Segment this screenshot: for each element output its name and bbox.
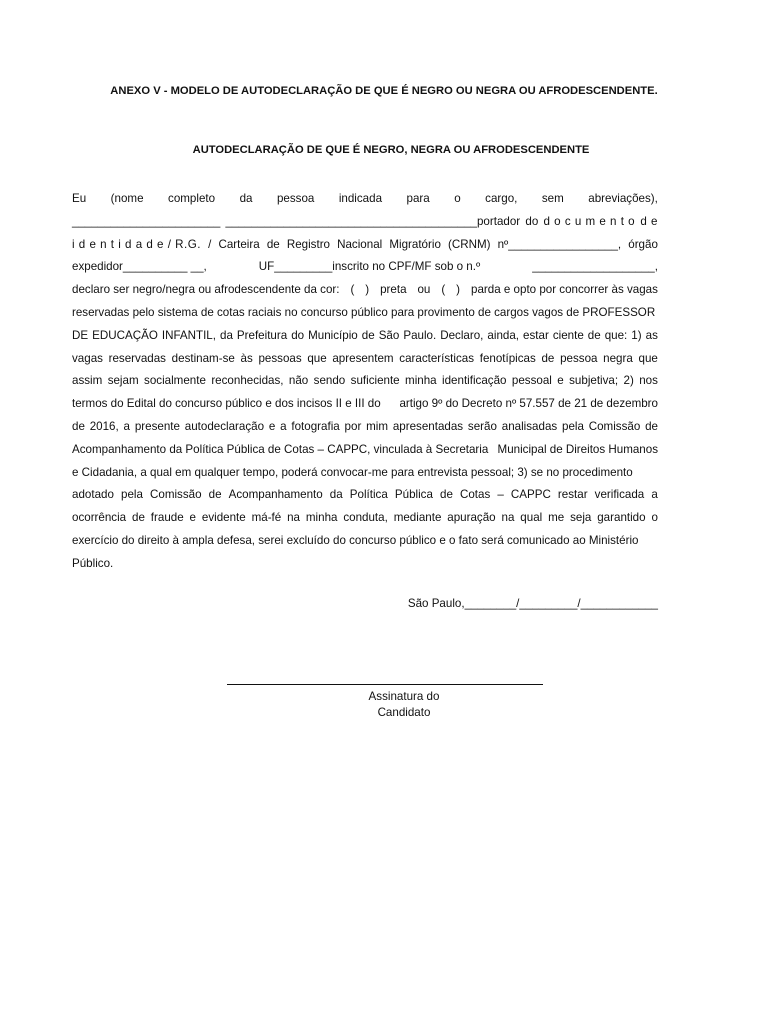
body-word: do <box>291 328 305 342</box>
body-word: Cotas <box>459 488 491 502</box>
body-word: socialmente <box>144 374 206 388</box>
body-word: não <box>288 374 309 388</box>
body-line <box>72 325 658 348</box>
body-word: pessoal <box>511 374 552 388</box>
body-word: ) <box>365 283 370 297</box>
body-word: Carteira <box>218 237 260 251</box>
body-word: indicada <box>338 192 383 205</box>
body-word: Paulo. <box>403 328 437 342</box>
body-word: me <box>548 511 565 525</box>
body-word: que <box>307 351 327 365</box>
body-word: da <box>329 488 343 502</box>
declaration-body <box>72 188 658 576</box>
body-word: minha <box>405 374 437 388</box>
body-word: ( <box>350 283 355 297</box>
body-word: parda e opto por concorrer às vagas <box>471 283 658 297</box>
body-word: / <box>208 237 212 251</box>
body-word: mim <box>366 419 389 433</box>
body-word: EDUCAÇÃO <box>92 328 158 342</box>
body-word: Nacional <box>337 237 383 251</box>
body-word: pela <box>562 419 584 433</box>
body-word: _______________________________________portador <box>225 214 521 228</box>
body-line <box>72 484 658 507</box>
body-word: restar <box>557 488 588 502</box>
body-line <box>72 256 658 279</box>
body-word: sem <box>541 192 564 205</box>
body-word: pessoa <box>276 192 315 205</box>
body-word: identificação <box>442 374 507 388</box>
signature-label-line-2: Candidato <box>377 706 431 719</box>
body-word: sendo <box>313 374 346 388</box>
body-word: 1) <box>631 328 642 342</box>
body-word: Migratório <box>389 237 441 251</box>
body-word: qual <box>520 511 543 525</box>
body-word: ) <box>456 283 461 297</box>
body-word: cargo, <box>485 192 518 205</box>
body-word: analisadas <box>501 419 558 433</box>
body-word: CAPPC <box>510 488 551 502</box>
body-word: ocorrência <box>72 511 127 525</box>
body-word: artigo 9º do Decreto nº 57.557 de 21 de dezembro <box>399 397 658 411</box>
body-word: Comissão <box>150 488 202 502</box>
body-word: d o c u m e n t o <box>543 214 636 228</box>
body-word: má-fé <box>251 511 282 525</box>
body-word: e <box>189 511 196 525</box>
body-line <box>72 393 658 416</box>
signature-label <box>304 689 504 721</box>
body-word: Acompanhamento da Política Pública de Cotas – CAPPC, vinculada à Secretaria <box>72 442 489 456</box>
annex-title: ANEXO V - MODELO DE AUTODECLARAÇÃO DE QUE É NEGRO OU NEGRA OU AFRODESCENDENTE. <box>110 85 658 97</box>
body-word: Política <box>349 488 388 502</box>
body-word: reconhecidas, <box>211 374 284 388</box>
body-word: da <box>239 192 253 205</box>
body-word: do <box>525 214 539 228</box>
body-word: UF_________inscrito no CPF/MF sob o n.º <box>258 260 481 274</box>
body-word: nº_________________, <box>497 237 622 251</box>
body-word: de <box>541 351 555 365</box>
body-word: para <box>406 192 430 205</box>
body-word: na <box>287 511 301 525</box>
body-word: ( <box>441 283 446 297</box>
body-word: de <box>440 488 453 502</box>
body-word: nos <box>639 374 658 388</box>
body-word: São <box>378 328 400 342</box>
body-word: declaro ser negro/negra ou afrodescendente da cor: <box>72 283 340 297</box>
body-word: na <box>501 511 515 525</box>
body-word: pessoas <box>258 351 302 365</box>
body-word: Prefeitura <box>236 328 288 342</box>
body-word: mediante <box>393 511 442 525</box>
body-word: suficiente <box>350 374 400 388</box>
body-word: Municipal de Direitos Humanos <box>497 442 658 456</box>
body-word: às <box>240 351 253 365</box>
signature-line <box>227 684 543 685</box>
body-line <box>72 234 658 257</box>
body-word: Acompanhamento <box>228 488 323 502</box>
body-word: reservadas pelo sistema de cotas raciais no concurso público para provimento de cargos vagos de PROFESSOR <box>72 305 656 319</box>
body-word: presente <box>134 419 180 433</box>
body-word: Público. <box>72 556 114 570</box>
body-word: ciente <box>552 328 584 342</box>
body-word: Município <box>308 328 358 342</box>
body-word: Registro <box>286 237 330 251</box>
body-word: que <box>638 351 658 365</box>
body-word: da <box>220 328 233 342</box>
body-word: adotado <box>72 488 114 502</box>
body-word: _______________________ <box>72 214 221 228</box>
body-word: ou <box>417 283 431 297</box>
body-word: características <box>399 351 475 365</box>
body-word: sejam <box>107 374 139 388</box>
body-line <box>72 348 658 371</box>
body-line <box>72 416 658 439</box>
body-word: a <box>651 488 658 502</box>
body-word: – <box>497 488 504 502</box>
body-word: (nome <box>110 192 144 205</box>
body-line <box>72 507 658 530</box>
body-word: e <box>557 374 564 388</box>
body-word: fenotípicas <box>479 351 536 365</box>
body-word: órgão <box>628 237 658 251</box>
body-word: de <box>72 419 85 433</box>
body-word: seja <box>570 511 592 525</box>
body-line <box>72 553 658 576</box>
body-word: fraude <box>150 511 184 525</box>
body-line <box>72 302 658 325</box>
body-word: DE <box>72 328 89 342</box>
body-word: (CRNM) <box>448 237 491 251</box>
signature-label-line-1: Assinatura do <box>368 690 440 703</box>
declaration-title: AUTODECLARAÇÃO DE QUE É NEGRO, NEGRA OU AFRODESCENDENTE <box>192 144 590 156</box>
body-word: Eu <box>72 192 87 205</box>
body-word: de <box>361 328 375 342</box>
body-word: evidente <box>201 511 246 525</box>
body-word: serão <box>467 419 497 433</box>
body-line <box>72 530 658 553</box>
body-word: Declaro, <box>440 328 484 342</box>
body-word: a <box>123 419 130 433</box>
body-word: vagas <box>72 351 103 365</box>
body-word: autodeclaração <box>184 419 265 433</box>
body-word: que: <box>604 328 628 342</box>
body-word: apresentadas <box>392 419 464 433</box>
body-word: preta <box>380 283 407 297</box>
body-word: pessoa <box>560 351 598 365</box>
body-word: abreviações), <box>588 192 658 205</box>
body-word: d e <box>640 214 658 228</box>
body-line <box>72 188 658 211</box>
body-line <box>72 462 658 485</box>
body-word: 2) <box>623 374 634 388</box>
body-word: expedidor__________ __, <box>72 260 207 274</box>
body-word: apuração <box>447 511 496 525</box>
body-word: de <box>132 511 145 525</box>
body-word: estar <box>523 328 549 342</box>
body-line <box>72 370 658 393</box>
body-word: de <box>587 328 601 342</box>
body-word: garantido <box>597 511 646 525</box>
body-word: minha <box>305 511 338 525</box>
body-line <box>72 279 658 302</box>
body-word: fotografia <box>291 419 340 433</box>
body-word: apresentem <box>332 351 394 365</box>
body-word: por <box>344 419 362 433</box>
body-word: verificada <box>594 488 645 502</box>
body-word: reservadas <box>108 351 166 365</box>
body-word: exercício do direito à ampla defesa, serei excluído do concurso público e o fato será comunicado ao Ministério <box>72 533 639 547</box>
body-word: INFANTIL, <box>161 328 216 342</box>
body-word: negra <box>603 351 633 365</box>
body-word: ainda, <box>487 328 520 342</box>
body-word: ___________________, <box>532 260 658 274</box>
body-word: i d e n t i d a d e / R.G. <box>72 237 201 251</box>
body-word: 2016, <box>89 419 119 433</box>
body-word: completo <box>168 192 216 205</box>
body-word: Pública <box>394 488 433 502</box>
body-word: e <box>268 419 276 433</box>
body-word: termos do Edital do concurso público e dos incisos II e III do <box>72 397 381 411</box>
body-word: pela <box>121 488 143 502</box>
body-word: o <box>454 192 461 205</box>
body-word: destinam-se <box>171 351 235 365</box>
body-word: de <box>266 237 280 251</box>
body-word: o <box>651 511 658 525</box>
body-line <box>72 211 658 234</box>
body-word: as <box>645 328 658 342</box>
body-word: a <box>280 419 287 433</box>
body-word: Comissão <box>588 419 641 433</box>
body-word: e Cidadania, a qual em qualquer tempo, poderá convocar-me para entrevista pessoal; 3) se no procedimento <box>72 465 633 479</box>
body-line <box>72 439 658 462</box>
body-word: conduta, <box>343 511 388 525</box>
body-word: assim <box>72 374 103 388</box>
body-word: de <box>645 419 658 433</box>
body-word: de <box>208 488 222 502</box>
body-word: subjetiva; <box>569 374 619 388</box>
date-line: São Paulo,________/_________/____________ <box>407 597 658 610</box>
